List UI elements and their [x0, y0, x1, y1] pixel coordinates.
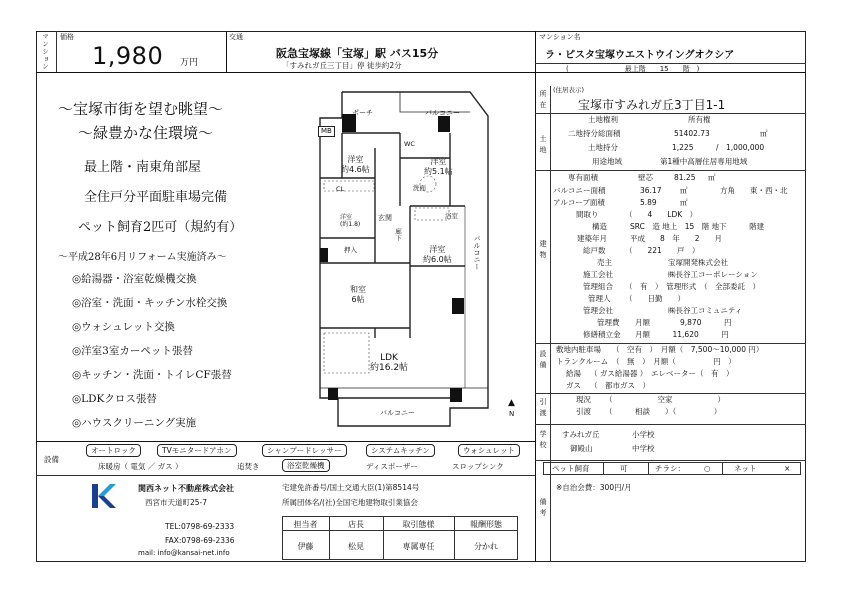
balcony-label: バルコニー面積 [553, 186, 606, 195]
total-area-label: 二地持分総面積 [568, 129, 621, 138]
price-unit: 万円 [180, 58, 199, 68]
flyer-label: チラシ： [655, 464, 685, 473]
divider [535, 63, 806, 64]
parking-label: 敷地内駐車場 [556, 345, 601, 354]
north-arrow-icon: ▲ [508, 398, 515, 408]
direction-label: 方角 [720, 186, 735, 195]
mgmt-fee: 月額 9,870 円 [635, 318, 732, 327]
school-elem: 小学校 [632, 430, 655, 439]
school-mid: 中学校 [632, 444, 655, 453]
units-label: 総戸数 [583, 246, 606, 255]
area-unit: ㎡ [708, 173, 716, 182]
school-mid-area: 御殿山 [570, 444, 593, 453]
equipment-item: 追焚き [237, 462, 260, 471]
divider [36, 441, 535, 442]
fp-cl: CL [336, 185, 345, 193]
divider [550, 86, 551, 562]
equipment-box: ウォシュレット [458, 444, 520, 457]
reform-item: ◎洋室3室カーペット張替 [72, 345, 193, 357]
fp-balcony-bottom: バルコニー [380, 409, 415, 417]
equipment-box: オートロック [86, 444, 141, 457]
share-label: 土地持分 [588, 143, 618, 152]
fp-porch: ポーチ [352, 109, 373, 117]
company-fax: FAX:0798-69-2336 [165, 536, 235, 545]
equipment-item: ディスポーザー [366, 462, 418, 471]
builder: ㈱長谷工コーポレーション [668, 270, 758, 279]
fp-storage: 洋室 (約1.8) [340, 214, 361, 228]
floor-info: ( 最上階 15 階 ) [566, 65, 700, 73]
units-value: （ 221 戸 ） [625, 246, 700, 255]
fp-mb: MB [318, 126, 335, 137]
promo-line2: ～緑豊かな住環境～ [78, 124, 214, 142]
divider [36, 475, 535, 476]
reform-item: ◎LDKクロス張替 [72, 393, 157, 405]
fp-hall: 廊下 [394, 228, 402, 241]
reform-item: ◎ハウスクリーニング実施 [72, 417, 197, 429]
water-label: 給湯 [566, 369, 581, 378]
mgmt-company-label: 管理会社 [583, 306, 613, 315]
builder-label: 施工会社 [583, 270, 613, 279]
remarks-label: 備考 [539, 498, 547, 520]
exclusive-value: 81.25 [674, 173, 696, 182]
water-value: （ ガス給湯器 ） エレベーター（ 有 ） [590, 369, 734, 378]
share-value: 1,225 [672, 143, 694, 152]
alcove-value: 5.89 [640, 198, 657, 207]
company-name: 関西ネット不動産株式会社 [138, 484, 234, 493]
staff-value: 松見 [348, 542, 364, 551]
address: 宝塚市すみれガ丘3丁目1-1 [578, 98, 726, 112]
exclusive-kind: 壁芯 [638, 173, 653, 182]
price-label: 価格 [60, 33, 74, 41]
mansion-tag: マンション [41, 33, 49, 71]
transport-label: 交通 [229, 33, 243, 41]
transport-main: 阪急宝塚線「宝塚」駅 バス15分 [276, 47, 439, 60]
manager-label: 管理人 [588, 294, 611, 303]
price-value: 1,980 [92, 42, 164, 70]
divider [282, 530, 518, 531]
alcove-label: アルコーブ面積 [553, 198, 605, 207]
promo-line3: 最上階・南東角部屋 [84, 160, 202, 175]
fp-western-room-1: 洋室 約4.6帖 [341, 155, 370, 174]
layout-label: 間取り [576, 210, 599, 219]
company-address: 西宮市天道町25-7 [145, 498, 208, 507]
divider [535, 424, 806, 425]
trunk-value: （ 無 ） 月額（ 円 ） [612, 357, 736, 366]
company-association: 所属団体名/(社)全国宅地建物取引業協会 [282, 498, 418, 507]
gas-label: ガス [566, 381, 581, 390]
land-label: 土地 [539, 135, 547, 157]
fp-ldk: LDK 約16.2帖 [370, 353, 409, 373]
built-label: 建築年月 [577, 234, 607, 243]
repair-fee-label: 修繕積立金 [583, 330, 621, 339]
parking-value: （ 空有 ） 月額（ 7,500～10,000 円） [612, 345, 764, 354]
staff-value: 伊藤 [297, 542, 314, 551]
zoning-label: 用途地域 [592, 157, 622, 166]
built-value: 平成 8 年 2 月 [630, 234, 723, 243]
equipment-item: 床暖房（ 電気 ／ ガス ） [98, 462, 183, 471]
divider [535, 72, 536, 562]
staff-header: 店長 [348, 520, 364, 529]
mgmt-fee-label: 管理費 [597, 318, 620, 327]
promo-line4: 全住戸分平面駐車場完備 [84, 190, 228, 205]
fp-japanese-room: 和室 6帖 [350, 285, 366, 304]
equipment-box: シャンプードレッサー [262, 444, 347, 457]
staff-value: 専属専任 [402, 542, 435, 551]
mgmt-company: ㈱長谷工コミュニティ [668, 306, 743, 315]
seller-label: 売主 [597, 258, 612, 267]
reform-item: ◎キッチン・洗面・トイレCF張替 [72, 369, 232, 381]
divider [648, 462, 649, 475]
fp-western-room-2: 洋室 約5.1帖 [424, 157, 453, 176]
equipment-box: TVモニタードアホン [157, 444, 237, 457]
exclusive-label: 専有面積 [568, 173, 598, 182]
reform-item: ◎浴室・洗面・キッチン水栓交換 [72, 297, 228, 309]
fp-balcony-top: バルコニー [425, 109, 460, 117]
net-label: ネット [734, 464, 757, 473]
fp-bath: 浴室 [445, 212, 458, 220]
north-label: N [509, 410, 515, 418]
company-license: 宅建免許番号/国土交通大臣(1)第8514号 [282, 483, 420, 492]
divider [535, 31, 536, 72]
staff-value: 分かれ [474, 542, 498, 551]
company-logo [88, 482, 118, 510]
fp-entrance: 玄関 [378, 214, 392, 222]
facility-label: 設備 [539, 350, 547, 372]
structure-label: 構造 [592, 222, 607, 231]
net-value: × [784, 464, 791, 473]
company-tel: TEL:0798-69-2333 [165, 522, 235, 531]
repair-fee: 月額 11,620 円 [635, 330, 729, 339]
school-label: 学校 [539, 430, 547, 452]
area-unit: ㎡ [760, 129, 768, 138]
area-unit: ㎡ [680, 186, 688, 195]
building-label: 建物 [539, 240, 547, 262]
divider [535, 170, 806, 171]
promo-line5: ペット飼育2匹可（規約有） [78, 220, 243, 235]
equipment-label: 設備 [44, 455, 59, 464]
land-right-label: 土地権利 [588, 115, 618, 124]
fp-balcony-side: バルコニー [473, 235, 481, 270]
layout-value: （ 4 LDK ） [625, 210, 698, 219]
transport-sub: 「すみれガ丘三丁目」停 徒歩約2分 [282, 61, 402, 70]
mansion-name-label: マンション名 [539, 33, 581, 41]
manager-value: （ 日勤 ） [625, 294, 685, 303]
mansion-name: ラ・ピスタ宝塚ウエストウイングオクシア [545, 50, 735, 61]
fp-wc: WC [404, 140, 415, 148]
address-hint: (住居表示) [553, 86, 585, 94]
handover-section-label: 引渡 [539, 398, 547, 420]
handover-label: 引渡 [576, 407, 591, 416]
seller: 宝塚開発株式会社 [668, 258, 728, 267]
handover-value: （ 相談 ）（ ） [605, 407, 722, 416]
school-elem-area: すみれガ丘 [562, 430, 600, 439]
reform-title: ～平成28年6月リフォーム実施済み～ [58, 252, 227, 263]
address-section-label: 所在 [539, 90, 547, 112]
share-denom: / 1,000,000 [716, 143, 765, 152]
divider [535, 393, 806, 394]
divider [535, 460, 806, 461]
zoning: 第1種中高層住居専用地域 [660, 157, 748, 166]
structure-value: SRC 造 地上 15 階 地下 階建 [630, 222, 765, 231]
divider [56, 31, 57, 72]
company-mail: mail: info@kansai-net.info [138, 549, 230, 557]
gas-value: （ 都市ガス ） [590, 381, 650, 390]
union-value: （ 有 ） 管理形式 （ 全部委託 ） [625, 282, 760, 291]
staff-header: 担当者 [293, 520, 318, 529]
divider [603, 462, 604, 475]
fp-closet: 押入 [344, 246, 357, 254]
status-value: （ 空家 ） [605, 395, 725, 404]
area-unit: ㎡ [680, 198, 688, 207]
equipment-item: スロップシンク [452, 462, 504, 471]
divider [535, 343, 806, 344]
promo-line1: ～宝塚市街を望む眺望～ [58, 100, 224, 118]
reform-item: ◎給湯器・浴室乾燥機交換 [72, 273, 197, 285]
trunk-label: トランクルーム [556, 357, 609, 366]
flyer-value: ○ [704, 464, 711, 473]
divider [226, 31, 227, 72]
equipment-box: システムキッチン [366, 444, 435, 457]
staff-header: 取引態様 [402, 520, 435, 529]
fp-western-room-3: 洋室 約6.0帖 [423, 245, 452, 264]
balcony-value: 36.17 [640, 186, 662, 195]
remarks-value: ※自治会費：300円/月 [556, 483, 632, 492]
union-label: 管理組合 [583, 282, 613, 291]
pets-value: 可 [620, 464, 628, 473]
divider [535, 113, 806, 114]
divider [722, 462, 723, 475]
direction-value: 東・西・北 [750, 186, 788, 195]
land-right: 所有権 [688, 115, 711, 124]
equipment-box: 浴室乾燥機 [282, 459, 330, 472]
staff-header: 報酬形態 [470, 520, 502, 529]
pets-label: ペット飼育 [552, 464, 590, 473]
status-label: 現況 [576, 395, 591, 404]
fp-wash: 洗面 [413, 184, 426, 192]
total-area: 51402.73 [674, 129, 710, 138]
reform-item: ◎ウォシュレット交換 [72, 321, 175, 333]
